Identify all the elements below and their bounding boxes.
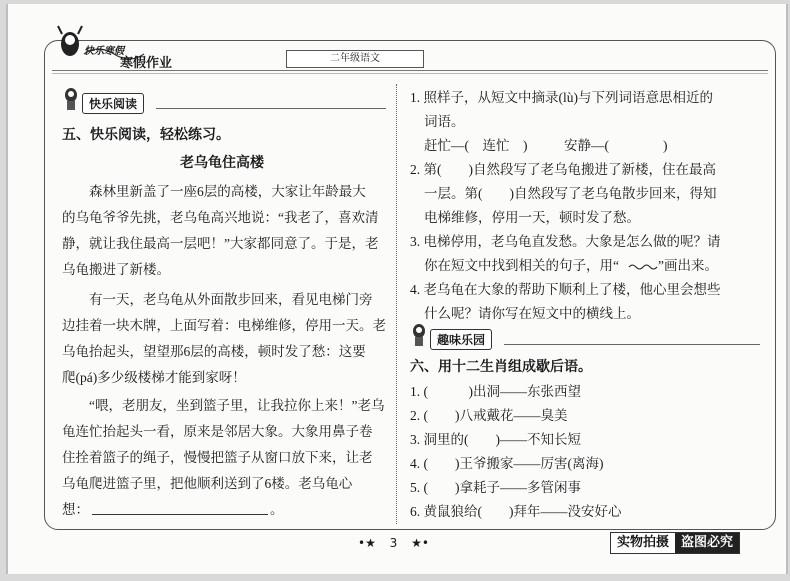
list-item: 3. 洞里的( )——不知长短: [410, 432, 581, 447]
reading-tag-label: 快乐阅读: [82, 93, 144, 114]
story-line: 有一天，老乌龟从外面散步回来，看见电梯门旁: [62, 292, 373, 307]
story-line: 乌龟抬起头，望望那6层的高楼，顿时发了愁：这要: [62, 344, 366, 359]
section-five-title: 五、快乐阅读，轻松练习。: [62, 128, 230, 143]
story-line: 乌龟搬进了新楼。: [62, 262, 170, 277]
story-line: 龟连忙抬起头一看，原来是邻居大象。大象用鼻子卷: [62, 424, 373, 439]
header-rule: [52, 70, 768, 71]
stamp-text-a: 实物拍摄: [611, 533, 675, 553]
question-2: 2. 第( )自然段写了老乌龟搬进了新楼，住在最高: [410, 162, 716, 177]
brand-title: 寒假作业: [120, 56, 173, 71]
question-2-cont: 电梯维修，停用一天，顿时发了愁。: [424, 210, 640, 225]
question-4-cont: 什么呢？请你写在短文中的横线上。: [424, 306, 640, 321]
answer-blank-line[interactable]: [92, 514, 268, 515]
story-line: 乌龟爬进篮子里，把他顺利送到了6楼。老乌龟心: [62, 476, 353, 491]
question-3-cont-end: ”画出来。: [658, 258, 718, 273]
star-decoration-right: ★•: [411, 536, 429, 550]
question-2-cont: 一层。第( )自然段写了老乌龟散步回来，得知: [424, 186, 717, 201]
question-4: 4. 老乌龟在大象的帮助下顺利上了楼，他心里会想些: [410, 282, 721, 297]
wavy-line-icon: [628, 262, 658, 272]
story-line: 森林里新盖了一座6层的高楼，大家让年龄最大: [62, 184, 366, 199]
star-decoration-left: •★: [358, 536, 376, 550]
story-line: 的乌龟爷爷先挑，老乌龟高兴地说：“我老了，喜欢清: [62, 210, 379, 225]
watermark-stamp: [610, 532, 740, 554]
list-item: 6. 黄鼠狼给( )拜年——没安好心: [410, 504, 622, 519]
header-rule-thin: [52, 73, 768, 74]
fun-tag-label: 趣味乐园: [430, 329, 492, 350]
question-1-blank[interactable]: 安静—( ): [564, 138, 668, 153]
story-line: 静，就让我住最高一层吧！”大家都同意了。于是，老: [62, 236, 379, 251]
story-line: 住拴着篮子的绳子，慢慢把篮子从窗口放下来，让老: [62, 450, 373, 465]
list-item: 4. ( )王爷搬家——厉害(离海): [410, 456, 604, 471]
story-line: 想：: [62, 502, 89, 517]
section-six-title: 六、用十二生肖组成歇后语。: [410, 360, 592, 375]
story-line: “喂，老朋友，坐到篮子里，让我拉你上来！”老乌: [62, 398, 385, 413]
page-number: [358, 536, 429, 550]
list-item: 1. ( )出洞——东张西望: [410, 384, 581, 399]
question-1-example: 赶忙—( 连忙 ): [424, 138, 528, 153]
tag-rule: [156, 108, 386, 109]
list-item: 5. ( )拿耗子——多管闲事: [410, 480, 581, 495]
question-1-cont: 词语。: [424, 114, 465, 129]
story-line: 边挂着一块木牌，上面写着：电梯维修，停用一天。老: [62, 318, 386, 333]
question-1: 1. 照样子，从短文中摘录(lù)与下列词语意思相近的: [410, 90, 713, 105]
story-title: 老乌龟住高楼: [180, 156, 264, 171]
tag-rule: [504, 344, 760, 345]
fun-section-tag: [408, 326, 764, 350]
reading-section-tag: [60, 90, 390, 114]
grade-subject-box: 二年级语文: [286, 50, 424, 68]
question-3: 3. 电梯停用，老乌龟直发愁。大象是怎么做的呢？请: [410, 234, 721, 249]
logo-text: 快乐寒假: [84, 46, 124, 57]
story-line-end: 。: [270, 502, 284, 517]
column-divider: [396, 84, 397, 524]
story-line: 爬(pá)多少级楼梯才能到家呀！: [62, 370, 246, 385]
mascot-icon: [60, 86, 82, 112]
stamp-text-b: 盗图必究: [675, 533, 739, 553]
list-item: 2. ( )八戒戴花——臭美: [410, 408, 568, 423]
mascot-icon: [408, 322, 430, 348]
page-number-text: 3: [389, 536, 398, 550]
question-3-cont: 你在短文中找到相关的句子，用“: [424, 258, 619, 273]
